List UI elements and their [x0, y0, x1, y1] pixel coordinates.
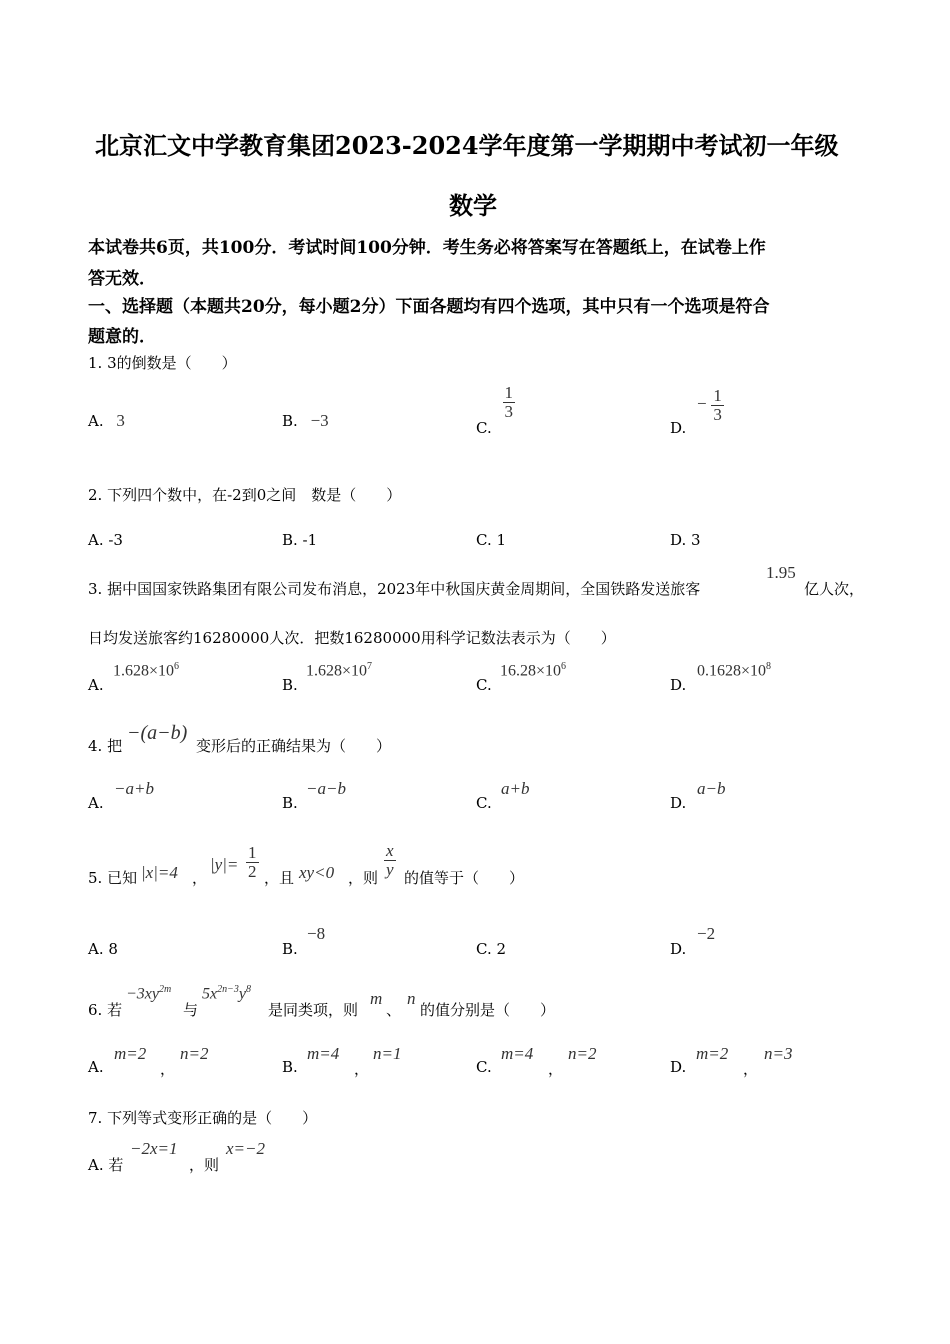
q4-option-b-value: −a−b	[306, 779, 346, 798]
question-3-stem-line-1: 3. 据中国国家铁路集团有限公司发布消息，2023年中秋国庆黄金周期间，全国铁路发送旅客	[88, 580, 701, 598]
q5-option-a: A. 8	[88, 940, 118, 958]
question-4-stem-suffix: 变形后的正确结果为（ ）	[196, 737, 392, 755]
question-7-stem: 7. 下列等式变形正确的是（ ）	[88, 1109, 318, 1127]
q1-option-c-label: C.	[476, 419, 492, 438]
q6-option-c-m: m=4	[501, 1044, 534, 1063]
q6-option-a-n: n=2	[180, 1044, 209, 1063]
q4-option-d-label: D.	[670, 794, 687, 812]
q1-option-c	[476, 383, 515, 438]
q6-option-b-sep: ，	[354, 1060, 370, 1078]
section-heading-line-1: 一、选择题（本题共20分，每小题2分）下面各题均有四个选项，其中只有一个选项是符合	[88, 297, 770, 317]
q6-var-m: m	[370, 989, 383, 1008]
q3-option-d-label: D.	[670, 676, 687, 694]
question-4-stem-prefix: 4. 把	[88, 737, 123, 755]
q1-option-c-denominator: 3	[504, 401, 513, 421]
question-1-stem: 1. 3的倒数是（ ）	[88, 354, 237, 372]
question-5-stem-prefix: 5. 已知	[88, 869, 138, 887]
q3-option-a-base: 1.628×10	[113, 662, 175, 680]
q5-abs-y: |y|=	[210, 855, 239, 874]
q4-option-a-value: −a+b	[114, 779, 154, 798]
intro-line-1: 本试卷共6页，共100分．考试时间100分钟．考生务必将答案写在答题纸上，在试卷上作	[88, 238, 766, 258]
q1-option-d-fraction	[711, 387, 724, 424]
q6-term-1-exponent: 2m	[159, 984, 172, 995]
q5-x-numerator: x	[386, 841, 394, 860]
q3-option-c-value	[500, 661, 566, 680]
q3-option-c-base: 16.28×10	[500, 662, 562, 680]
question-3-stem-suffix: 亿人次，	[804, 580, 865, 598]
q1-option-d-numerator: 1	[713, 386, 722, 405]
q5-option-b-value: −8	[307, 924, 326, 943]
q6-text-values: 的值分别是（ ）	[420, 1001, 556, 1019]
q1-option-c-fraction	[503, 384, 516, 421]
q5-text-value: 的值等于（ ）	[404, 869, 525, 887]
q5-y-denominator: y	[386, 859, 394, 879]
q6-term-2-exponent: 2n−3	[217, 984, 239, 995]
q3-option-d-base: 0.1628×10	[697, 662, 767, 680]
q5-abs-x: |x|=4	[141, 863, 178, 882]
q3-option-b-exponent: 7	[367, 661, 373, 672]
q4-stem-math: −(a−b)	[127, 722, 188, 744]
q6-term-2	[202, 984, 251, 1003]
q5-option-b-label: B.	[282, 940, 298, 958]
q6-option-a-label: A.	[88, 1058, 104, 1076]
q5-text-and: ，且	[264, 869, 295, 887]
q5-option-c: C. 2	[476, 940, 507, 958]
q2-option-b: B. -1	[282, 531, 318, 549]
q3-option-a-value	[113, 661, 179, 680]
q6-option-c-n: n=2	[568, 1044, 597, 1063]
q5-option-d-label: D.	[670, 940, 687, 958]
q7-option-a-then: ，则	[189, 1156, 220, 1174]
q6-term-2-base: 5x	[202, 985, 218, 1003]
question-3-stem-line-2: 日均发送旅客约16280000人次．把数16280000用科学记数法表示为（ ）	[88, 629, 616, 647]
q3-option-d-exponent: 8	[766, 661, 772, 672]
q5-half-denominator: 2	[248, 861, 257, 881]
q4-option-c-value: a+b	[501, 779, 530, 798]
q2-option-d: D. 3	[670, 531, 701, 549]
q3-option-c-exponent: 6	[561, 661, 567, 672]
q4-option-a-label: A.	[88, 794, 104, 812]
q5-text-then: ，则	[348, 869, 379, 887]
exam-subject: 数学	[449, 191, 497, 220]
q1-option-d	[670, 386, 724, 438]
q4-option-d-value: a−b	[697, 779, 726, 798]
q7-option-a-premise: −2x=1	[130, 1139, 178, 1158]
q5-x-over-y	[384, 842, 396, 879]
q1-option-c-numerator: 1	[504, 383, 513, 402]
q6-text-with: 与	[183, 1001, 199, 1019]
q6-option-d-sep: ，	[743, 1060, 759, 1078]
q3-option-a-exponent: 6	[174, 661, 180, 672]
q5-xy-condition: xy<0	[299, 863, 335, 882]
q3-option-a-label: A.	[88, 676, 104, 694]
q7-option-a-conclusion: x=−2	[226, 1139, 265, 1158]
q3-option-b-label: B.	[282, 676, 298, 694]
q1-option-d-sign: −	[697, 394, 707, 414]
q1-option-d-denominator: 3	[713, 404, 722, 424]
q3-option-d-value	[697, 661, 771, 680]
q6-option-b-m: m=4	[307, 1044, 340, 1063]
q5-option-d-value: −2	[697, 924, 716, 943]
q7-option-a-prefix: A. 若	[88, 1156, 124, 1174]
q6-option-a-m: m=2	[114, 1044, 147, 1063]
q6-term-2-y: y	[238, 985, 246, 1003]
q2-option-a: A. -3	[88, 531, 123, 549]
q3-stem-math: 1.95	[766, 563, 796, 582]
q3-option-b-value	[306, 661, 372, 680]
q6-option-b-label: B.	[282, 1058, 298, 1076]
q6-text-sep: 、	[386, 1001, 402, 1019]
q3-option-b-base: 1.628×10	[306, 662, 368, 680]
q5-half-numerator: 1	[248, 843, 257, 862]
q6-text-like-terms: 是同类项，则	[268, 1001, 359, 1019]
q6-option-c-label: C.	[476, 1058, 492, 1076]
q6-term-1	[126, 984, 171, 1003]
q4-option-b-label: B.	[282, 794, 298, 812]
q6-option-a-sep: ，	[160, 1060, 176, 1078]
question-6-stem-prefix: 6. 若	[88, 1001, 123, 1019]
q6-term-1-base: −3xy	[126, 985, 159, 1003]
exam-title: 北京汇文中学教育集团2023-2024学年度第一学期期中考试初一年级	[95, 131, 839, 160]
q1-option-a-label: A.	[88, 412, 104, 430]
q2-option-c: C. 1	[476, 531, 507, 549]
q6-option-d-label: D.	[670, 1058, 687, 1076]
q6-term-2-y-exponent: 8	[245, 984, 251, 995]
q1-option-a-value: 3	[116, 411, 125, 430]
q5-comma: ，	[192, 869, 208, 887]
q3-option-c-label: C.	[476, 676, 492, 694]
q6-option-c-sep: ，	[548, 1060, 564, 1078]
q1-option-d-label: D.	[670, 419, 687, 438]
question-2-stem: 2. 下列四个数中，在-2到0之间 数是（ ）	[88, 486, 402, 504]
q1-option-a	[88, 411, 125, 431]
q6-option-d-n: n=3	[764, 1044, 793, 1063]
q1-option-b-label: B.	[282, 412, 298, 430]
q1-option-b	[282, 411, 329, 431]
q6-option-b-n: n=1	[373, 1044, 402, 1063]
section-heading-line-2: 题意的．	[88, 327, 156, 347]
q6-var-n: n	[407, 989, 416, 1008]
q4-option-c-label: C.	[476, 794, 492, 812]
q1-option-b-value: −3	[310, 411, 329, 430]
intro-line-2: 答无效．	[88, 269, 156, 289]
q5-half-fraction	[246, 844, 259, 881]
q6-option-d-m: m=2	[696, 1044, 729, 1063]
